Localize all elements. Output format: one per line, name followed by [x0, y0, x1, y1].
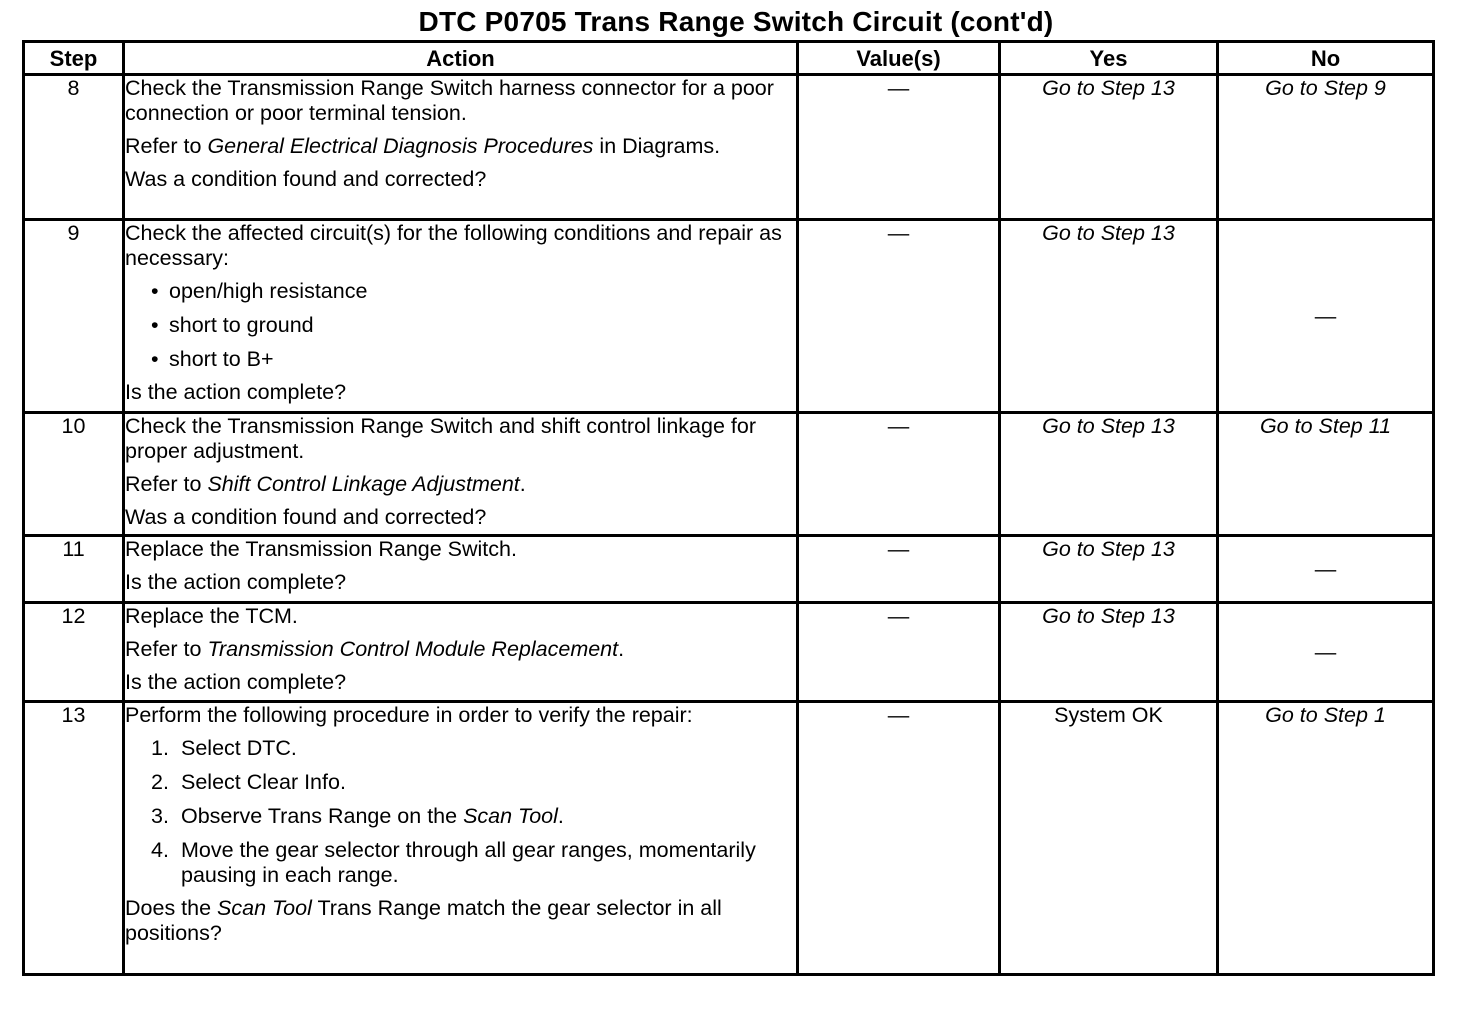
step-number: 10 — [24, 413, 124, 536]
step-number: 11 — [24, 536, 124, 603]
diagnostic-table — [22, 40, 1435, 976]
table-row — [24, 536, 1434, 603]
step-number: 13 — [24, 702, 124, 975]
value-cell: — — [798, 75, 1000, 220]
header-yes: Yes — [1000, 42, 1218, 75]
action-text: Check the Transmission Range Switch harness connector for a poor connection or poor terminal tension. — [125, 76, 774, 125]
yes-cell: System OK — [1000, 702, 1218, 975]
reference-link-text: General Electrical Diagnosis Procedures — [207, 134, 594, 158]
header-no: No — [1218, 42, 1434, 75]
action-question: Was a condition found and corrected? — [125, 505, 487, 529]
action-question: Is the action complete? — [125, 670, 347, 694]
no-cell: Go to Step 1 — [1218, 702, 1434, 975]
header-action: Action — [124, 42, 798, 75]
step-number: 12 — [24, 603, 124, 702]
action-question: Was a condition found and corrected? — [125, 167, 487, 191]
reference-suffix: in Diagrams. — [593, 134, 721, 158]
yes-cell: Go to Step 13 — [1000, 413, 1218, 536]
procedure-list — [125, 736, 796, 888]
action-question — [125, 896, 796, 946]
bullet-icon: • — [151, 347, 159, 371]
page-title: DTC P0705 Trans Range Switch Circuit (cont'd) — [418, 6, 1054, 37]
list-number: 3. — [151, 804, 169, 828]
no-cell: Go to Step 9 — [1218, 75, 1434, 220]
reference-suffix: . — [519, 472, 526, 496]
yes-cell: Go to Step 13 — [1000, 603, 1218, 702]
bullet-icon: • — [151, 279, 159, 303]
list-item-text: Select Clear Info. — [181, 770, 346, 794]
action-question: Is the action complete? — [125, 380, 347, 404]
table-row — [24, 603, 1434, 702]
reference-link-text: Transmission Control Module Replacement — [207, 637, 619, 661]
value-cell: — — [798, 413, 1000, 536]
table-row — [24, 702, 1434, 975]
no-cell: — — [1218, 536, 1434, 603]
reference-prefix: Refer to — [125, 134, 208, 158]
action-cell — [124, 536, 798, 603]
list-item — [125, 347, 796, 372]
table-row — [24, 75, 1434, 220]
action-reference — [125, 472, 796, 497]
condition-list — [125, 279, 796, 372]
action-question: Is the action complete? — [125, 570, 347, 594]
list-item — [125, 770, 796, 795]
header-values: Value(s) — [798, 42, 1000, 75]
list-item-emphasis: Scan Tool — [463, 804, 558, 828]
no-cell: Go to Step 11 — [1218, 413, 1434, 536]
list-item-suffix: . — [557, 804, 564, 828]
list-number: 4. — [151, 838, 169, 862]
list-item-text: Select DTC. — [181, 736, 297, 760]
action-cell — [124, 75, 798, 220]
no-cell: — — [1218, 603, 1434, 702]
list-number: 2. — [151, 770, 169, 794]
yes-cell: Go to Step 13 — [1000, 75, 1218, 220]
header-step: Step — [24, 42, 124, 75]
list-item-text — [149, 804, 796, 829]
yes-cell: Go to Step 13 — [1000, 220, 1218, 413]
table-header-row — [24, 42, 1434, 75]
action-cell — [124, 413, 798, 536]
reference-suffix: . — [618, 637, 625, 661]
value-cell: — — [798, 536, 1000, 603]
list-number: 1. — [151, 736, 169, 760]
action-text: Replace the Transmission Range Switch. — [125, 537, 517, 561]
step-number: 9 — [24, 220, 124, 413]
list-item-prefix: Observe Trans Range on the — [181, 804, 464, 828]
value-cell: — — [798, 220, 1000, 413]
bullet-icon: • — [151, 313, 159, 337]
value-cell: — — [798, 702, 1000, 975]
list-item-text: open/high resistance — [169, 279, 368, 303]
list-item — [125, 838, 796, 888]
action-text: Check the affected circuit(s) for the following conditions and repair as necessary: — [125, 221, 782, 270]
reference-prefix: Refer to — [125, 637, 208, 661]
list-item-text: short to ground — [169, 313, 314, 337]
step-number: 8 — [24, 75, 124, 220]
yes-cell: Go to Step 13 — [1000, 536, 1218, 603]
question-emphasis: Scan Tool — [217, 896, 312, 920]
list-item — [125, 279, 796, 304]
list-item — [125, 736, 796, 761]
action-text: Check the Transmission Range Switch and shift control linkage for proper adjustment. — [125, 414, 756, 463]
reference-link-text: Shift Control Linkage Adjustment — [207, 472, 520, 496]
table-row — [24, 413, 1434, 536]
value-cell: — — [798, 603, 1000, 702]
action-cell — [124, 220, 798, 413]
question-prefix: Does the — [125, 896, 218, 920]
question-suffix: Trans Range match the gear selector in all positions? — [125, 896, 722, 945]
list-item-text: Move the gear selector through all gear ranges, momentarily pausing in each range. — [181, 838, 756, 887]
action-text: Perform the following procedure in order to verify the repair: — [125, 703, 693, 727]
reference-prefix: Refer to — [125, 472, 208, 496]
table-row — [24, 220, 1434, 413]
action-reference — [125, 637, 796, 662]
action-text: Replace the TCM. — [125, 604, 298, 628]
no-cell: — — [1218, 220, 1434, 413]
action-cell — [124, 603, 798, 702]
list-item — [125, 804, 796, 829]
list-item-text: short to B+ — [169, 347, 274, 371]
list-item — [125, 313, 796, 338]
action-cell — [124, 702, 798, 975]
action-reference — [125, 134, 796, 159]
